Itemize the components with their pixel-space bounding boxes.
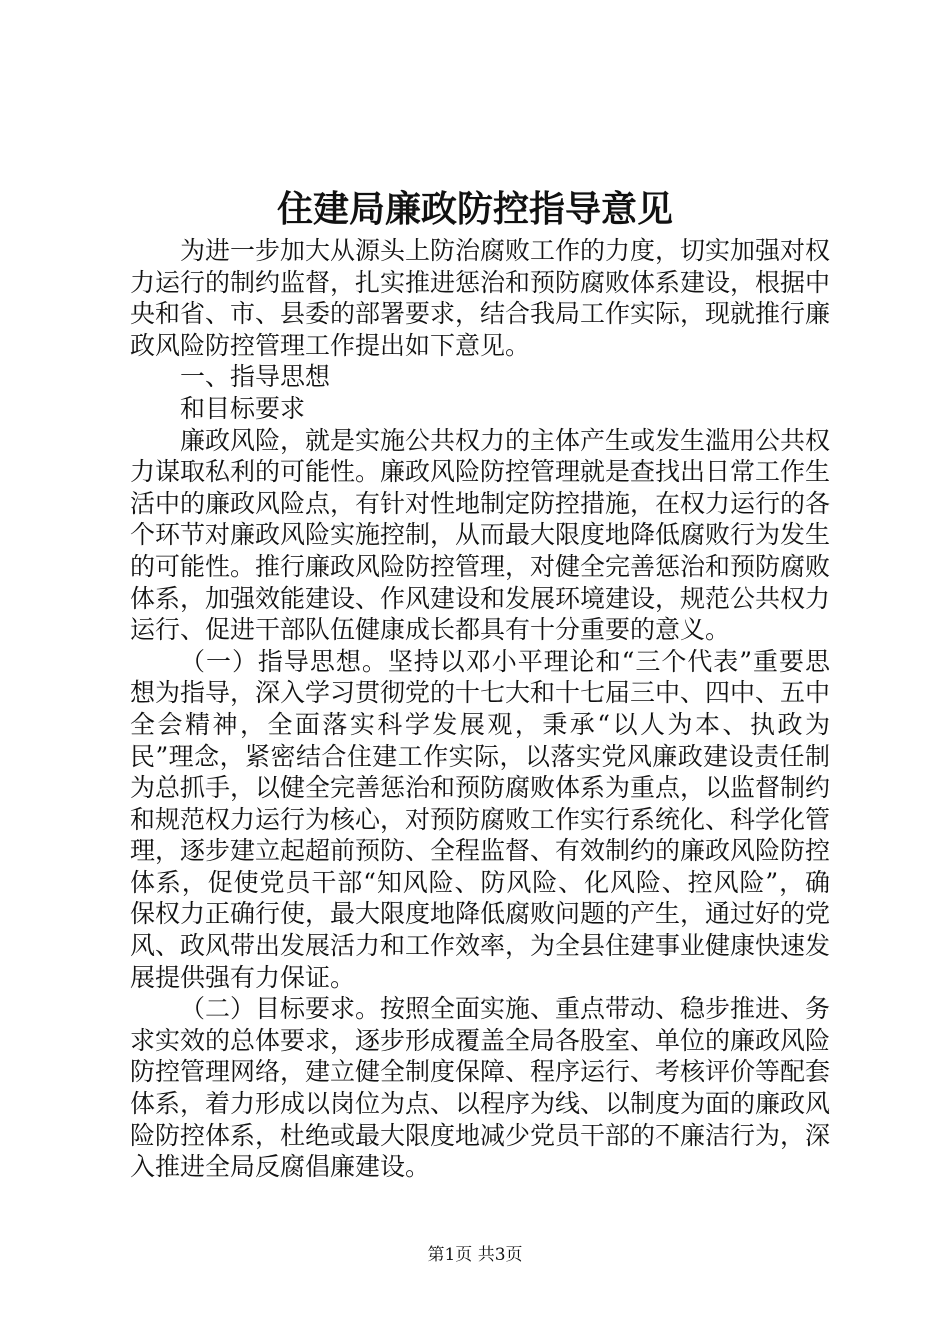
intro-paragraph: 为进一步加大从源头上防治腐败工作的力度，切实加强对权力运行的制约监督，扎实推进惩治和预防腐败体系建设，根据中央和省、市、县委的部署要求，结合我局工作实际，现就推行廉政风险防控管理工作提出如下意见。 xyxy=(130,236,831,360)
guiding-thought-paragraph: （一）指导思想。坚持以邓小平理论和“三个代表”重要思想为指导，深入学习贯彻党的十七大和十七届三中、四中、五中全会精神，全面落实科学发展观，秉承“以人为本、执政为民”理念，紧密结合住建工作实际，以落实党风廉政建设责任制为总抓手，以健全完善惩治和预防腐败体系为重点，以监督制约和规范权力运行为核心，对预防腐败工作实行系统化、科学化管理，逐步建立起超前预防、全程监督、有效制约的廉政风险防控体系，促使党员干部“知风险、防风险、化风险、控风险”，确保权力正确行使，最大限度地降低腐败问题的产生，通过好的党风、政风带出发展活力和工作效率，为全县住建事业健康快速发展提供强有力保证。 xyxy=(130,646,831,992)
section-heading-1: 一、指导思想 xyxy=(180,362,331,392)
target-requirements-paragraph: （二）目标要求。按照全面实施、重点带动、稳步推进、务求实效的总体要求，逐步形成覆盖全局各股室、单位的廉政风险防控管理网络，建立健全制度保障、程序运行、考核评价等配套体系，着力形成以岗位为点、以程序为线、以制度为面的廉政风险防控体系，杜绝或最大限度地减少党员干部的不廉洁行为，深入推进全局反腐倡廉建设。 xyxy=(130,994,831,1182)
section-heading-1-continued: 和目标要求 xyxy=(180,393,306,423)
document-title: 住建局廉政防控指导意见 xyxy=(276,188,673,230)
document-body xyxy=(130,235,830,1183)
page-footer: 第1页 共3页 xyxy=(427,1245,523,1265)
risk-definition-paragraph: 廉政风险，就是实施公共权力的主体产生或发生滥用公共权力谋取私利的可能性。廉政风险防控管理就是查找出日常工作生活中的廉政风险点，有针对性地制定防控措施，在权力运行的各个环节对廉政风险实施控制，从而最大限度地降低腐败行为发生的可能性。推行廉政风险防控管理，对健全完善惩治和预防腐败体系，加强效能建设、作风建设和发展环境建设，规范公共权力运行、促进干部队伍健康成长都具有十分重要的意义。 xyxy=(130,425,831,645)
